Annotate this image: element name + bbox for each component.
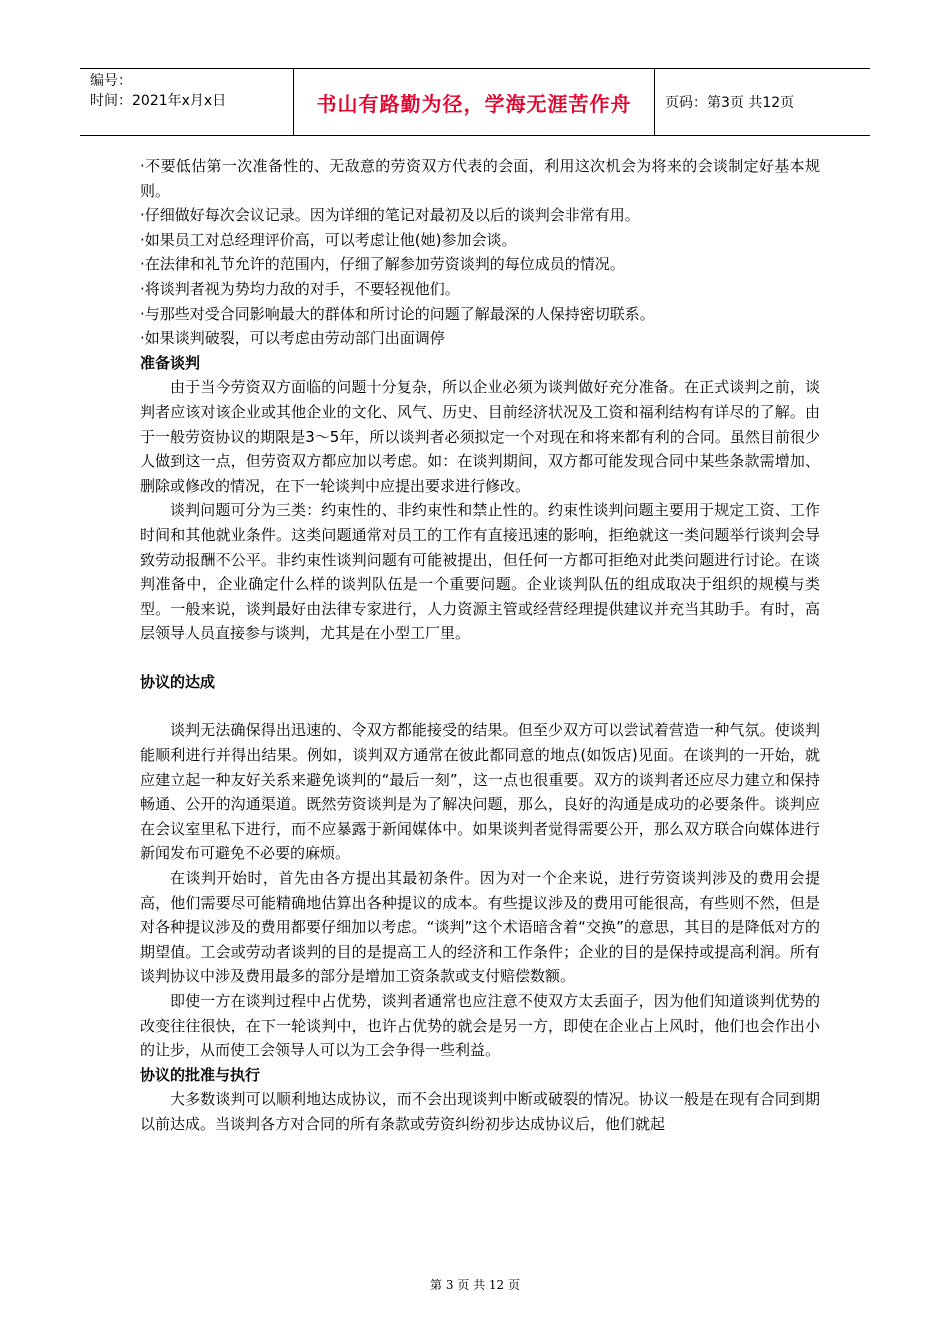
bullet-item: ·如果谈判破裂，可以考虑由劳动部门出面调停 (140, 329, 445, 348)
bullet-item: ·仔细做好每次会议记录。因为详细的笔记对最初及以后的谈判会非常有用。 (140, 206, 640, 225)
bullet-item: ·在法律和礼节允许的范围内，仔细了解参加劳资谈判的每位成员的情况。 (140, 255, 625, 274)
section-heading-prepare: 准备谈判 (140, 353, 201, 372)
body-paragraph: 谈判问题可分为三类：约束性的、非约束性和禁止性的。约束性谈判问题主要用于规定工资、工作时间和其他就业条件。这类问题通常对员工的工作有直接迅速的影响，拒绝就这一类问题举行谈判会导致劳动报酬不公平。非约束性谈判问题有可能被提出，但任何一方都可拒绝对此类问题进行讨论。在谈判准备中，企业确定什么样的谈判队伍是一个重要问题。企业谈判队伍的组成取决于组织的规模与类型。一般来说，谈判最好由法律专家进行，人力资源主管或经营经理提供建议并充当其助手。有时，高层领导人员直接参与谈判，尤其是在小型工厂里。 (140, 501, 820, 643)
bullet-item: ·不要低估第一次准备性的、无敌意的劳资双方代表的会面，利用这次机会为将来的会谈制定好基本规则。 (140, 157, 820, 200)
header-page-label: 页码：第3页 共12页 (665, 95, 795, 111)
body-paragraph: 即使一方在谈判过程中占优势，谈判者通常也应注意不使双方太丢面子，因为他们知道谈判优势的改变往往很快，在下一轮谈判中，也许占优势的就会是另一方，即使在企业占上风时，他们也会作出小的让步，从而使工会领导人可以为工会争得一些利益。 (140, 992, 820, 1060)
page-header (80, 68, 870, 136)
footer-page-number: 第 3 页 共 12 页 (430, 1278, 520, 1292)
header-meta-cell (80, 69, 294, 136)
document-body (140, 154, 820, 1137)
body-paragraph: 由于当今劳资双方面临的问题十分复杂，所以企业必须为谈判做好充分准备。在正式谈判之前，谈判者应该对该企业或其他企业的文化、风气、历史、目前经济状况及工资和福利结构有详尽的了解。由于一般劳资协议的期限是3～5年，所以谈判者必须拟定一个对现在和将来都有利的合同。虽然目前很少人做到这一点，但劳资双方都应加以考虑。如：在谈判期间，双方都可能发现合同中某些条款需增加、删除或修改的情况，在下一轮谈判中应提出要求进行修改。 (140, 378, 820, 495)
document-date-label: 时间：2021年x月x日 (90, 93, 227, 109)
page-footer (0, 1276, 950, 1293)
header-page-cell (655, 69, 871, 136)
document-number-label: 编号： (90, 73, 132, 89)
header-motto-cell (294, 69, 655, 136)
body-paragraph: 在谈判开始时，首先由各方提出其最初条件。因为对一个企来说，进行劳资谈判涉及的费用会提高，他们需要尽可能精确地估算出各种提议的成本。有些提议涉及的费用可能很高，有些则不然，但是对各种提议涉及的费用都要仔细加以考虑。“谈判”这个术语暗含着“交换”的意思，其目的是降低对方的期望值。工会或劳动者谈判的目的是提高工人的经济和工作条件；企业的目的是保持或提高利润。所有谈判协议中涉及费用最多的部分是增加工资条款或支付赔偿数额。 (140, 869, 820, 986)
spacer (140, 694, 820, 718)
spacer (140, 646, 820, 670)
bullet-item: ·与那些对受合同影响最大的群体和所讨论的问题了解最深的人保持密切联系。 (140, 304, 655, 323)
bullet-item: ·将谈判者视为势均力敌的对手，不要轻视他们。 (140, 279, 460, 298)
bullet-item: ·如果员工对总经理评价高，可以考虑让他(她)参加会谈。 (140, 230, 517, 249)
section-heading-approval: 协议的批准与执行 (140, 1065, 261, 1084)
body-paragraph: 大多数谈判可以顺利地达成协议，而不会出现谈判中断或破裂的情况。协议一般是在现有合同到期以前达成。当谈判各方对合同的所有条款或劳资纠纷初步达成协议后，他们就起 (140, 1090, 820, 1133)
section-heading-agreement: 协议的达成 (140, 672, 216, 691)
body-paragraph: 谈判无法确保得出迅速的、令双方都能接受的结果。但至少双方可以尝试着营造一种气氛。使谈判能顺利进行并得出结果。例如，谈判双方通常在彼此都同意的地点(如饭店)见面。在谈判的一开始，就应建立起一种友好关系来避免谈判的“最后一刻”，这一点也很重要。双方的谈判者还应尽力建立和保持畅通、公开的沟通渠道。既然劳资谈判是为了解决问题，那么，良好的沟通是成功的必要条件。谈判应在会议室里私下进行，而不应暴露于新闻媒体中。如果谈判者觉得需要公开，那么双方联合向媒体进行新闻发布可避免不必要的麻烦。 (140, 721, 820, 863)
header-motto: 书山有路勤为径，学海无涯苦作舟 (316, 91, 632, 116)
